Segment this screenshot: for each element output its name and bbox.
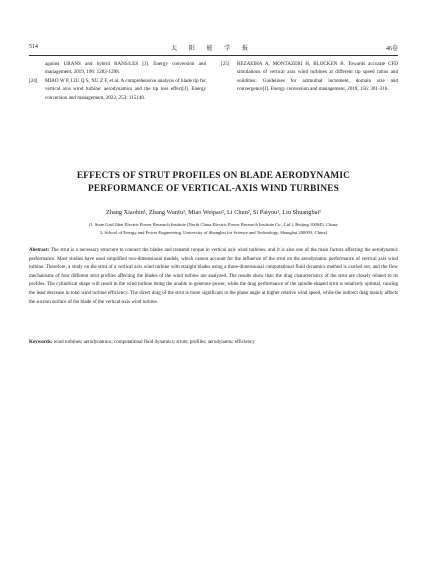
author-list: Zhang Xiaobin¹, Zhang Wanfu², Miao Weipao², Li Chun², Si Paiyou¹, Liu Shuangbai¹ [105,209,322,216]
page-header [29,40,398,54]
reference-text: against URANS and hybrid RANS/LES [J]. Energy conversion and management, 2019, 196: 1282-1298. [45,61,206,76]
title-line-1: EFFECTS OF STRUT PROFILES ON BLADE AERODYNAMIC [76,171,351,181]
reference-item [221,60,398,94]
header-divider [29,55,398,56]
abstract-text: The strut is a necessary structure to connect the blades and transmit torque in vertical axis wind turbines, and it is also one of the main factors affecting the aerodynamic performance. Most studies have used simplified two-dimensional models, which cannot account for the influence of the strut on the aerodynamic performance of vertical axis wind turbine. Therefore, a study on the strut of a vertical axis wind turbine with straight blades using a three-dimensional computational fluid dynamics method is carried out, and the flow mechanisms of four different strut profiles affecting the blades of the wind turbine are analyzed. The results show that: the drag characteristics of the strut are closely related to its profiles. The cylindrical shape will result in the wind turbine being the unable to generate power, while the drag performance of the spindle-shaped strut is relatively optimal, causing the least decrease in total wind turbine efficiency. The direct drag of the strut is more significant in the phase angle at higher relative wind speed, while the indirect drag mainly affects the suction surface of the blade of the vertical-axis wind turbine. [29,248,398,305]
affiliation-2: 2. School of Energy and Power Engineering, University of Shanghai for Science and Technology, Shanghai 200093, China) [99,230,328,235]
affiliations [30,221,397,237]
reference-column-right [221,60,398,102]
reference-item [29,77,206,102]
reference-number: [25] [221,61,230,67]
reference-text: REZAEIHA A, MONTAZERI H, BLOCKEN B. Towards accurate CFD simulations of vertical axis wind turbines at different tip speed ratios and solidities: Guidelines for azimuthal increment, domain size and convergence[J]. Energy conversion and management, 2018, 156: 301-316. [237,61,398,93]
page-number: 514 [29,44,38,50]
journal-title: 太 阳 能 学 报 [170,44,254,52]
volume-label: 46卷 [385,45,398,52]
article-title [30,170,397,196]
reference-list [29,60,398,102]
keywords-label: Keywords: [29,340,53,345]
reference-text: MIAO W P, LIU Q S, XU Z F, et al. A comprehensive analysis of blade tip for vertical axis wind turbine: aerodynamics and the tip loss effect[J]. Energy conversion and management, 2022, 253: 115140. [45,77,206,101]
reference-item [29,60,206,77]
reference-column-left [29,60,206,102]
abstract [29,247,398,307]
title-line-2: PERFORMANCE OF VERTICAL-AXIS WIND TURBINES [87,184,340,194]
abstract-label: Abstract: [29,248,50,253]
reference-number: [24] [29,77,38,84]
affiliation-1: (1. State Grid Jibei Electric Power Research Institute (North China Electric Power Research Institute Co., Ltd.), Beijing 100045, China; [88,222,339,227]
keywords [29,339,398,348]
keywords-text: wind turbines; aerodynamics; computational fluid dynamics; struts; profiles; aerodynamic efficiency [53,340,255,345]
